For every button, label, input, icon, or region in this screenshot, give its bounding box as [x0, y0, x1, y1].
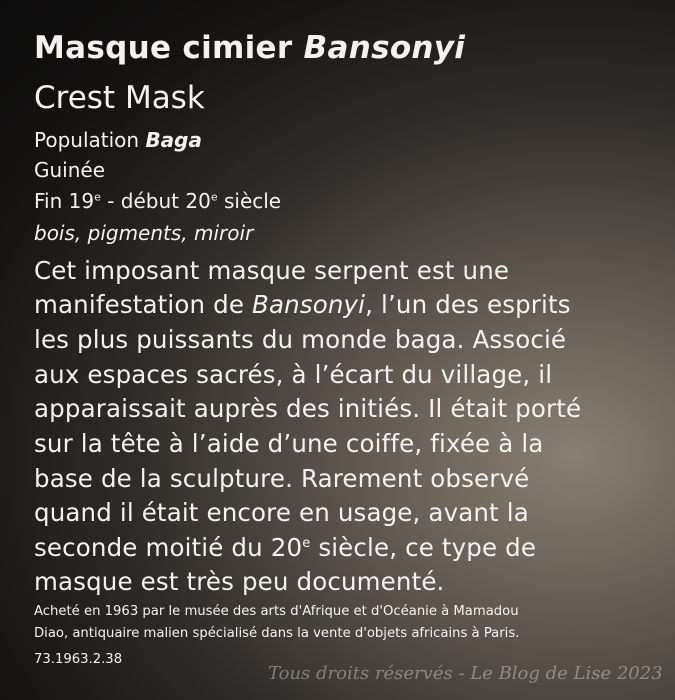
- description-part: manifestation de: [34, 290, 252, 319]
- period-part: Fin 19: [34, 189, 95, 213]
- description-line: base de la sculpture. Rarement observé: [34, 464, 530, 493]
- population-line: [34, 128, 202, 152]
- country-line: Guinée: [34, 158, 106, 182]
- period-part: siècle: [217, 189, 282, 213]
- description-part: seconde moitié du 20: [34, 533, 303, 562]
- period-line: [34, 189, 281, 213]
- description-line: [34, 533, 536, 562]
- population-label: Population: [34, 128, 146, 152]
- population-value: Baga: [145, 128, 202, 152]
- title-french-text: Masque cimier: [34, 30, 304, 66]
- description-line: Cet imposant masque serpent est une: [34, 256, 510, 285]
- description-part: , l’un des esprits: [365, 290, 571, 319]
- period-sup: e: [94, 190, 101, 204]
- description-line: masque est très peu documenté.: [34, 567, 445, 596]
- description-line: quand il était encore en usage, avant la: [34, 498, 529, 527]
- period-part: - début 20: [100, 189, 211, 213]
- description-line: sur la tête à l’aide d’une coiffe, fixée à la: [34, 429, 544, 458]
- description-line: aux espaces sacrés, à l’écart du village, il: [34, 360, 553, 389]
- materials-line: bois, pigments, miroir: [34, 221, 254, 245]
- acquisition-note-line: Acheté en 1963 par le musée des arts d'Afrique et d'Océanie à Mamadou: [34, 604, 519, 619]
- title-french: [34, 30, 465, 66]
- description-part: siècle, ce type de: [310, 533, 537, 562]
- watermark: Tous droits réservés - Le Blog de Lise 2023: [268, 663, 663, 684]
- period-sup: e: [210, 190, 218, 204]
- description-line: [34, 290, 571, 319]
- title-french-italic: Bansonyi: [303, 30, 466, 66]
- description-line: les plus puissants du monde baga. Associé: [34, 325, 567, 354]
- acquisition-note-line: Diao, antiquaire malien spécialisé dans la vente d'objets africains à Paris.: [34, 626, 520, 641]
- description-italic: Bansonyi: [251, 290, 366, 319]
- title-english: Crest Mask: [34, 80, 205, 116]
- description-line: apparaissait auprès des initiés. Il était porté: [34, 394, 582, 423]
- inventory-number: 73.1963.2.38: [34, 652, 123, 667]
- description-sup: e: [302, 535, 311, 551]
